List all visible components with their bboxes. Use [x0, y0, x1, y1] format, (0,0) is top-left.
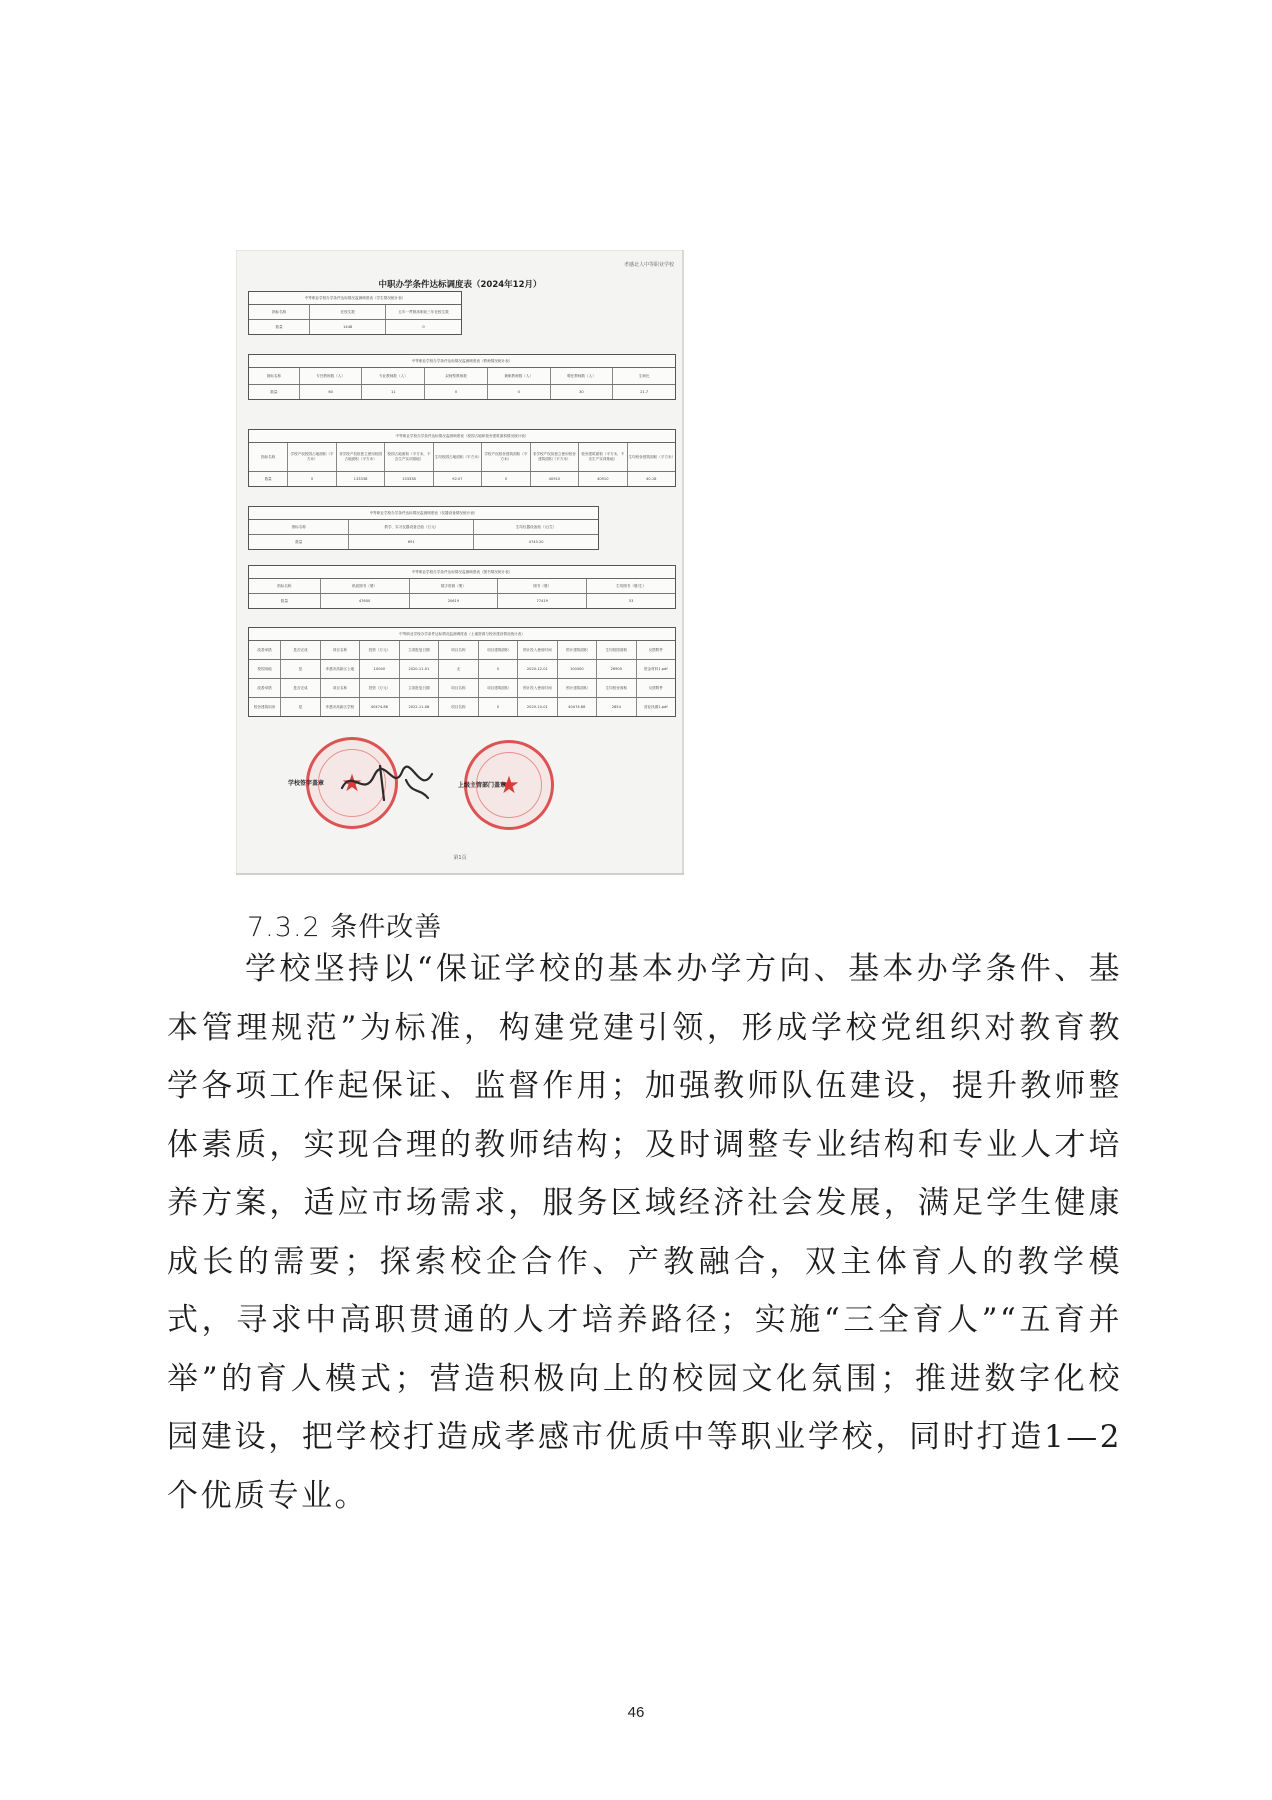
- table-row: [249, 385, 675, 399]
- table-cell: 133338: [385, 472, 433, 486]
- table-row: [249, 368, 675, 385]
- table-cell: 五年一贯制高职前三年在校生数: [398, 309, 449, 314]
- table-cell: 聘任教师数（人）: [551, 368, 614, 384]
- table-cell: 指标名称: [249, 520, 349, 534]
- table-cell: 指标名称: [249, 305, 310, 319]
- table-cell: 40.18: [646, 477, 657, 481]
- table-cell: 项目名称: [321, 641, 360, 659]
- table-cell: 生均校舍面积: [597, 679, 636, 697]
- table-cell: 项目名称: [439, 698, 478, 716]
- scan-header-school-name: 孝感北人中等职业学校: [623, 262, 674, 268]
- table-cell: 预计建筑面积: [558, 679, 597, 697]
- scan-edge: [682, 250, 684, 875]
- table-cell: 0: [479, 660, 518, 678]
- table-cell: 691: [349, 535, 474, 549]
- table-cell: 0: [422, 325, 425, 329]
- table-cell: 是否完成: [281, 641, 320, 659]
- table-cell: 数量: [249, 385, 300, 399]
- table-cell: 0: [425, 385, 488, 399]
- table-cell: 孝感市高新区土地: [321, 660, 360, 678]
- table-cell: 2020-11-01: [400, 660, 439, 678]
- table-cell: 47600: [321, 594, 410, 608]
- table-cell: 改善举措: [249, 679, 281, 697]
- table-cell: 无: [439, 660, 478, 678]
- table-cell: 非学校产权但独立使用校舍建筑面积（平方米）: [531, 443, 579, 471]
- table-cell: 改善举措: [249, 641, 281, 659]
- table-cell: 生均校舍建筑面积（平方米）: [628, 454, 675, 459]
- table-cell: 92.07: [434, 472, 482, 486]
- table-cell: 40910: [531, 472, 579, 486]
- table-cell: 40474.86: [360, 698, 399, 716]
- scan-page-mark: 第1页: [453, 855, 467, 861]
- table-cell: 非学校产权但独立使用校园占地面积（平方米）: [337, 443, 385, 471]
- table-row: [249, 520, 598, 535]
- land-building-table: [248, 627, 676, 717]
- table-cell: 指标名称: [249, 368, 300, 384]
- table-cell: 2854: [597, 698, 636, 716]
- school-signature-label: 学校签字盖章: [288, 780, 325, 787]
- table-cell: 数量: [249, 594, 321, 608]
- table-cell: 反馈附件: [648, 647, 663, 652]
- table-row: [249, 320, 461, 334]
- table-cell: 资金材料1.pdf: [643, 666, 668, 671]
- table-cell: 77419: [498, 594, 587, 608]
- students-table: [248, 291, 462, 335]
- section-heading: 7.3.2 条件改善: [247, 912, 443, 943]
- table-cell: 专业教师数（人）: [362, 368, 425, 384]
- table-cell: 指标名称: [249, 443, 288, 471]
- table-cell: 0: [482, 472, 530, 486]
- table-cell: 2020-10-01: [518, 698, 557, 716]
- table-cell: 在校生数: [310, 305, 386, 319]
- table-cell: 60: [300, 385, 363, 399]
- table-cell: 项目名称: [439, 679, 478, 697]
- table-row: [249, 305, 461, 320]
- table-row: [249, 535, 598, 549]
- table-cell: 预计投入使用时间: [518, 679, 557, 697]
- table-cell: 校园占地面积（平方米，不含生产实训基地）: [385, 443, 433, 471]
- handwritten-signature: [336, 758, 446, 804]
- table-cell: 0: [488, 385, 551, 399]
- seal-star-icon: ★: [341, 769, 363, 797]
- table-cell: 133338: [337, 472, 385, 486]
- table-cell: 投资（万元）: [360, 641, 399, 659]
- scan-edge: [236, 873, 684, 875]
- table-cell: 图书（册）: [498, 579, 587, 593]
- table-cell: 校舍建筑面积（平方米，不含生产实训基地）: [579, 443, 627, 471]
- section-body-paragraph: 学校坚持以“保证学校的基本办学方向、基本办学条件、基本管理规范”为标准，构建党建引领，形成学校党组织对教育教学各项工作起保证、监督作用；加强教师队伍建设，提升教师整体素质，实现合理的教师结构；及时调整专业结构和专业人才培养方案，适应市场需求，服务区域经济社会发展，满足学生健康成长的需要；探索校企合作、产教融合，双主体育人的教学模式，寻求中高职贯通的人才培养路径；实施“三全育人”“五育并举”的育人模式；营造积极向上的校园文化氛围；推进数字化校园建设，把学校打造成孝感市优质中等职业学校，同时打造1—2个优质专业。: [167, 951, 1122, 1514]
- table-cell: 生均仪器设备值（元/生）: [515, 524, 557, 529]
- table-cell: 项目名称: [439, 641, 478, 659]
- table-cell: 26900: [597, 660, 636, 678]
- table-cell: 项目名称: [321, 679, 360, 697]
- table-cell: 项目建筑面积: [479, 641, 518, 659]
- scan-title: 中职办学条件达标调度表（2024年12月）: [378, 280, 542, 290]
- campus-area-table: [248, 429, 676, 487]
- table-cell: 数字资源（册）: [410, 579, 499, 593]
- table-caption: 中等职业学校办学条件达标情况监测调度表（仪器设备情况统计表）: [249, 507, 598, 520]
- table-row: [249, 579, 675, 594]
- table-cell: 4743.20: [528, 540, 544, 544]
- table-cell: 生均图书（册/生）: [616, 583, 647, 588]
- table-cell: 40474.86: [558, 698, 597, 716]
- table-cell: 立项批复日期: [400, 641, 439, 659]
- seal-star-icon: ★: [498, 771, 520, 799]
- table-cell: 学校产权校舍建筑面积（平方米）: [482, 443, 530, 471]
- table-cell: 2020-12-01: [518, 660, 557, 678]
- table-cell: 数量: [249, 320, 310, 334]
- table-cell: 营业执照1.pdf: [643, 704, 668, 709]
- table-cell: 30: [551, 385, 614, 399]
- table-cell: 11: [362, 385, 425, 399]
- table-row: [249, 594, 675, 608]
- table-cell: 数量: [249, 472, 288, 486]
- table-cell: 预计建筑面积: [558, 641, 597, 659]
- table-cell: 专任教师数（人）: [300, 368, 363, 384]
- table-caption: 中等职业学校办学条件达标情况监测调度表（校园占地和校舍建筑面积情况统计表）: [249, 430, 675, 443]
- table-cell: 纸质图书（册）: [321, 579, 410, 593]
- table-cell: 学校产权校园占地面积（平方米）: [288, 443, 336, 471]
- table-cell: 反馈附件: [648, 685, 663, 690]
- table-cell: 53: [628, 599, 634, 603]
- authority-signature-label: 上级主管部门盖章: [458, 782, 507, 789]
- table-cell: 是: [281, 660, 320, 678]
- teachers-table: [248, 354, 676, 400]
- table-cell: 是: [281, 698, 320, 716]
- table-cell: 100400: [558, 660, 597, 678]
- table-cell: 投资（万元）: [360, 679, 399, 697]
- table-cell: 孝感市高新区学校: [321, 698, 360, 716]
- table-cell: 20619: [410, 594, 499, 608]
- table-caption: 中等职业学校办学条件达标情况监测调度表（教师情况统计表）: [249, 355, 675, 368]
- table-cell: 2022-11-08: [400, 698, 439, 716]
- scanned-form-image: [236, 250, 684, 875]
- table-cell: 0: [288, 472, 336, 486]
- page-number: 46: [627, 1704, 645, 1721]
- table-cell: 教学、实习仪器设备总值（万元）: [349, 520, 474, 534]
- table-cell: 校园用地: [249, 660, 281, 678]
- table-caption: 中等职业学校办学条件达标情况监测调度表（图书情况统计表）: [249, 566, 675, 579]
- table-cell: 兼职教师数（人）: [488, 368, 551, 384]
- table-row: [249, 660, 675, 679]
- table-cell: 生师比: [638, 373, 650, 378]
- table-row: [249, 472, 675, 486]
- table-cell: 预计投入使用时间: [518, 641, 557, 659]
- table-cell: 数量: [249, 535, 349, 549]
- table-cell: 10040: [360, 660, 399, 678]
- table-cell: 指标名称: [249, 579, 321, 593]
- table-row: [249, 443, 675, 472]
- table-caption: 中等职业学校办学条件达标情况监测调度表（学生情况统计表）: [249, 292, 461, 305]
- table-cell: 21.7: [640, 390, 649, 394]
- books-table: [248, 565, 676, 609]
- table-cell: 生均校园面积: [597, 641, 636, 659]
- table-cell: 双师型教师数: [425, 368, 488, 384]
- table-cell: 1448: [310, 320, 386, 334]
- table-cell: 40910: [579, 472, 627, 486]
- table-row: [249, 641, 675, 660]
- table-cell: 生均校园占地面积（平方米）: [434, 443, 482, 471]
- table-cell: 立项批复日期: [400, 679, 439, 697]
- table-cell: 项目建筑面积: [479, 679, 518, 697]
- table-cell: 0: [479, 698, 518, 716]
- table-row: [249, 679, 675, 698]
- equipment-table: [248, 506, 599, 550]
- table-row: [249, 698, 675, 716]
- table-caption: 中等职业学校办学条件达标情况监测调度表（土地资源与校舍建设情况统计表）: [249, 628, 675, 641]
- table-cell: 是否完成: [281, 679, 320, 697]
- table-cell: 校舍建筑用房: [249, 698, 281, 716]
